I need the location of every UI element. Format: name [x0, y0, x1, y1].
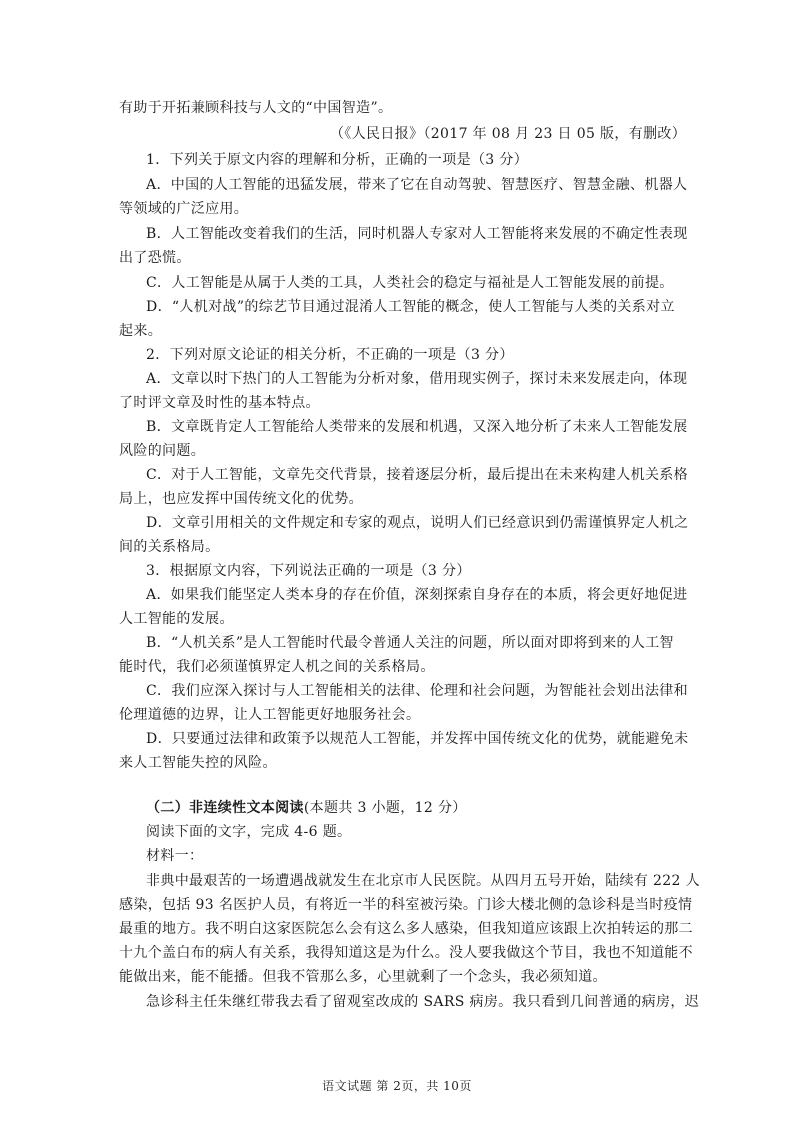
- paragraph-line: 最重的地方。我不明白这家医院怎么会有这么多人感染，但我知道应该跟上次拍转运的那二: [119, 921, 693, 937]
- instruction: 阅读下面的文字，完成 4-6 题。: [146, 824, 352, 840]
- text-line: 局上，也应发挥中国传统文化的优势。: [119, 491, 363, 507]
- text-line: 有助于开拓兼顾科技与人文的“中国智造”。: [119, 100, 393, 116]
- text-line: 等领域的广泛应用。: [119, 201, 249, 217]
- option-3a: A．如果我们能坚定人类本身的存在价值，深刻探索自身存在的本质，将会更好地促进: [146, 587, 688, 603]
- question-1: 1．下列关于原文内容的理解和分析，正确的一项是（3 分）: [146, 152, 529, 168]
- option-2c: C．对于人工智能，文章先交代背景，接着逐层分析，最后提出在未来构建人机关系格: [146, 467, 689, 483]
- option-2a: A．文章以时下热门的人工智能为分析对象，借用现实例子，探讨未来发展走向，体现: [146, 371, 688, 387]
- paragraph-line: 能做出来，能不能播。但我不管那么多，心里就剩了一个念头，我必须知道。: [119, 969, 607, 985]
- paragraph-line: 感染，包括 93 名医护人员，有将近一半的科室被污染。门诊大楼北侧的急诊科是当时疫情: [119, 897, 693, 913]
- section-heading: [146, 799, 679, 817]
- option-3b: B．“人机关系”是人工智能时代最令普通人关注的问题，所以面对即将到来的人工智: [146, 635, 674, 651]
- section-title: （二）非连续性文本阅读: [146, 800, 304, 816]
- text-line: 人工智能的发展。: [119, 611, 234, 627]
- text-line: 出了恐慌。: [119, 250, 191, 266]
- text-line: 了时评文章及时性的基本特点。: [119, 395, 320, 411]
- option-1c: C．人工智能是从属于人类的工具，人类社会的稳定与福祉是人工智能发展的前提。: [146, 275, 674, 291]
- question-3: 3．根据原文内容，下列说法正确的一项是（3 分）: [146, 563, 471, 579]
- page-footer: 语文试题 第 2页，共 10页: [322, 1079, 472, 1093]
- paragraph-line: 急诊科主任朱继红带我去看了留观室改成的 SARS 病房。我只看到几间普通的病房，迟: [146, 994, 700, 1010]
- text-line: 伦理道德的边界，让人工智能更好地服务社会。: [119, 707, 421, 723]
- option-1b: B．人工智能改变着我们的生活，同时机器人专家对人工智能将来发展的不确定性表现: [146, 226, 688, 242]
- text-line: 来人工智能失控的风险。: [119, 755, 277, 771]
- paragraph-line: 十九个盖白布的病人有关系，我得知道这是为什么。没人要我做这个节目，我也不知道能不: [119, 945, 693, 961]
- option-2b: B．文章既肯定人工智能给人类带来的发展和机遇，又深入地分析了未来人工智能发展: [146, 419, 688, 435]
- source-citation: （《人民日报》（2017 年 08 月 23 日 05 版，有删改）: [330, 126, 687, 142]
- option-2d: D．文章引用相关的文件规定和专家的观点，说明人们已经意识到仍需谨慎界定人机之: [146, 515, 689, 531]
- section-note: (本题共 3 小题，12 分）: [303, 800, 467, 816]
- text-line: 能时代，我们必须谨慎界定人机之间的关系格局。: [119, 659, 435, 675]
- question-2: 2．下列对原文论证的相关分析，不正确的一项是（3 分）: [146, 347, 514, 363]
- option-1a: A．中国的人工智能的迅猛发展，带来了它在自动驾驶、智慧医疗、智慧金融、机器人: [146, 177, 688, 193]
- text-line: 起来。: [119, 323, 163, 339]
- material-label: 材料一：: [146, 848, 204, 864]
- option-3d: D．只要通过法律和政策予以规范人工智能，并发挥中国传统文化的优势，就能避免未: [146, 731, 689, 747]
- option-1d: D．“人机对战”的综艺节目通过混淆人工智能的概念，使人工智能与人类的关系对立: [146, 299, 675, 315]
- text-line: 间的关系格局。: [119, 539, 220, 555]
- option-3c: C．我们应深入探讨与人工智能相关的法律、伦理和社会问题，为智能社会划出法律和: [146, 683, 689, 699]
- text-line: 风险的问题。: [119, 443, 206, 459]
- paragraph-line: 非典中最艰苦的一场遭遇战就发生在北京市人民医院。从四月五号开始，陆续有 222 人: [146, 873, 700, 889]
